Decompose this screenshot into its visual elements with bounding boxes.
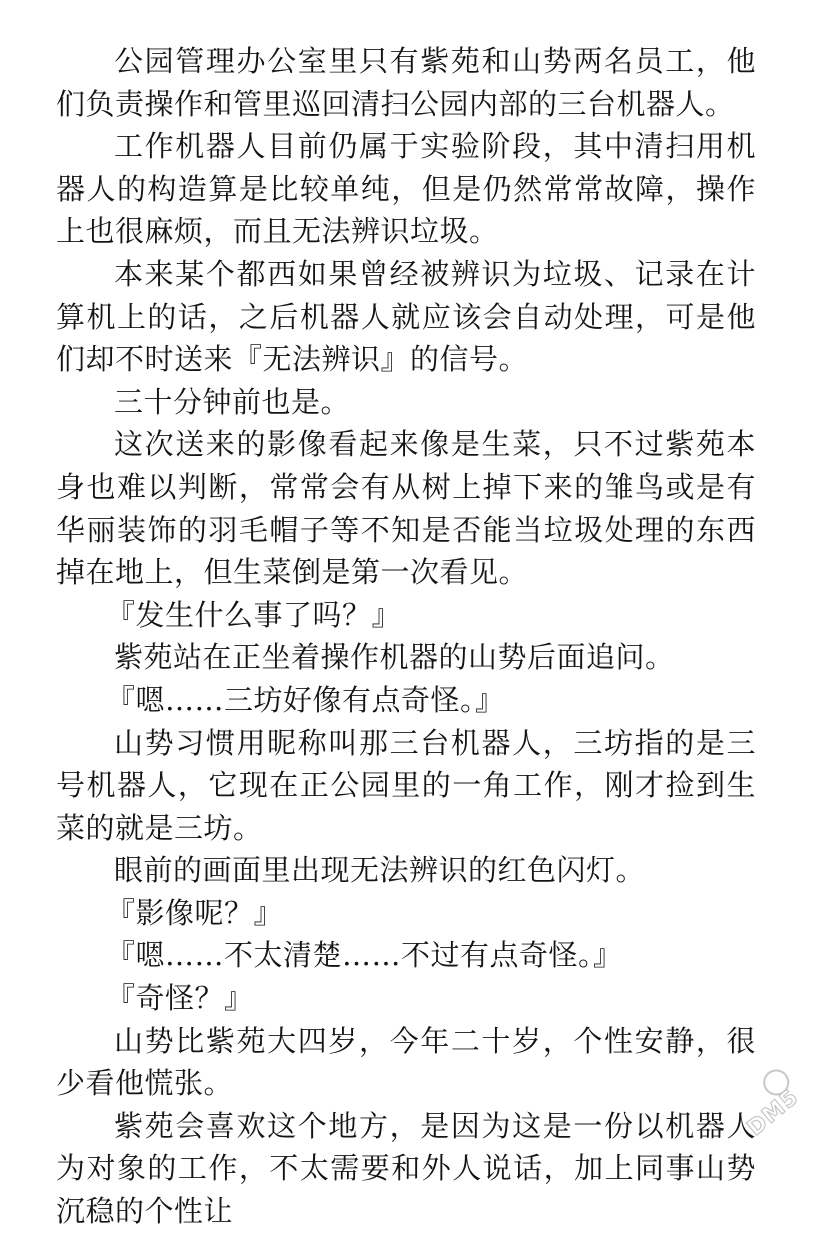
paragraph-1: 公园管理办公室里只有紫苑和山势两名员工，他们负责操作和管里巡回清扫公园内部的三台机器人。 <box>56 44 756 121</box>
paragraph-3: 本来某个都西如果曾经被辨识为垃圾、记录在计算机上的话，之后机器人就应该会自动处理，可是他们却不时送来『无法辨识』的信号。 <box>56 256 756 377</box>
dialogue-line-5: 『奇怪？』 <box>106 981 254 1016</box>
paragraph-10: 眼前的画面里出现无法辨识的红色闪灯。 <box>114 853 646 888</box>
document-page <box>56 40 756 1233</box>
dialogue-line-4: 『嗯……不太清楚……不过有点奇怪。』 <box>106 938 623 973</box>
watermark-text: DM5 <box>742 1084 804 1142</box>
dialogue-line-2: 『嗯……三坊好像有点奇怪。』 <box>106 682 505 717</box>
paragraph-15: 紫苑会喜欢这个地方，是因为这是一份以机器人为对象的工作，不太需要和外人说话，加上同事山势沉稳的个性让 <box>56 1108 756 1229</box>
paragraph-5: 这次送来的影像看起来像是生菜，只不过紫苑本身也难以判断，常常会有从树上掉下来的雏鸟或是有华丽装饰的羽毛帽子等不知是否能当垃圾处理的东西掉在地上，但生菜倒是第一次看见。 <box>56 427 756 590</box>
paragraph-7: 紫苑站在正坐着操作机器的山势后面追问。 <box>114 640 675 675</box>
paragraph-9: 山势习惯用昵称叫那三台机器人，三坊指的是三号机器人，它现在正公园里的一角工作，刚才捡到生菜的就是三坊。 <box>56 725 756 845</box>
dialogue-line-3: 『影像呢？』 <box>106 895 284 930</box>
dialogue-line-1: 『发生什么事了吗？』 <box>106 597 402 632</box>
paragraph-4: 三十分钟前也是。 <box>114 384 351 419</box>
paragraph-2: 工作机器人目前仍属于实验阶段，其中清扫用机器人的构造算是比较单纯，但是仍然常常故障，操作上也很麻烦，而且无法辨识垃圾。 <box>56 129 756 249</box>
paragraph-14: 山势比紫苑大四岁，今年二十岁，个性安静，很少看他慌张。 <box>56 1023 756 1101</box>
